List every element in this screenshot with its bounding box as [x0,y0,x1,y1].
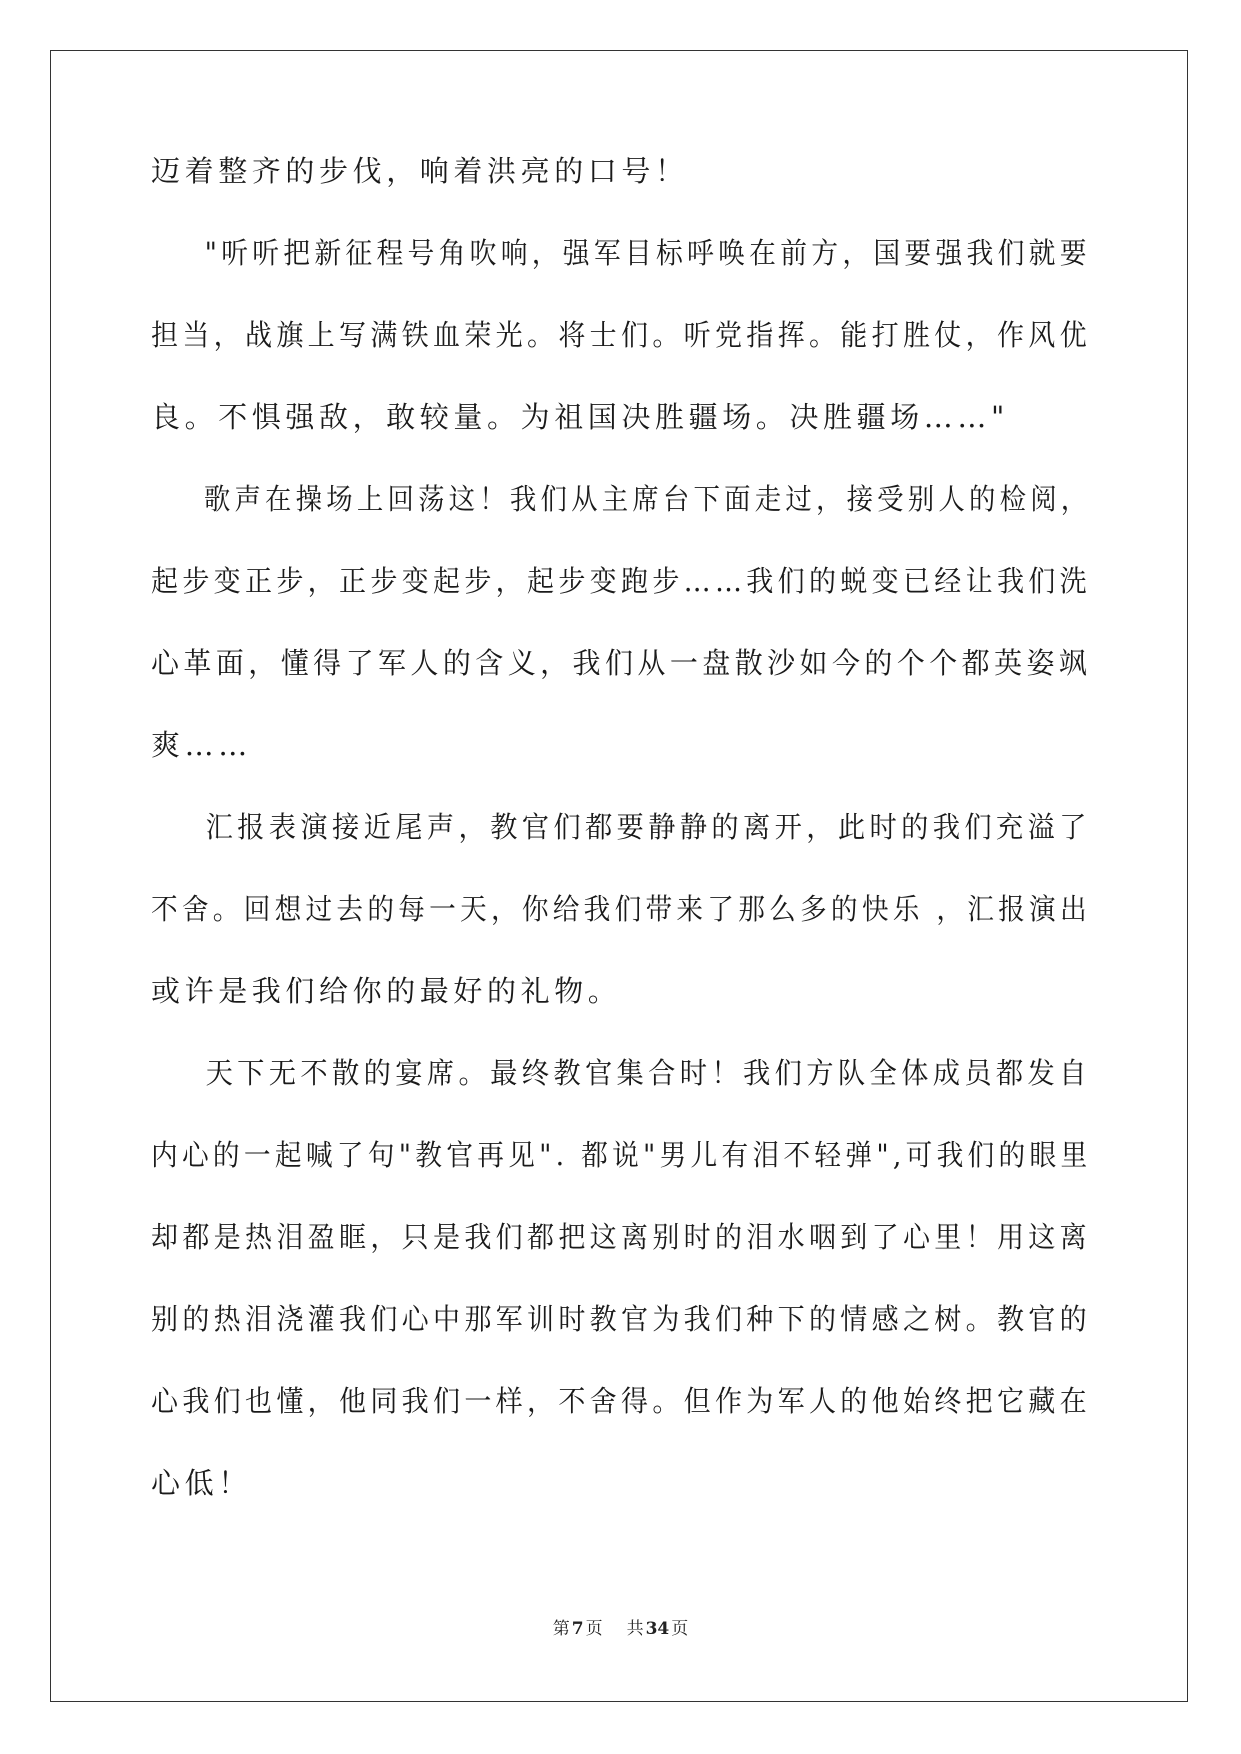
total-prefix: 共 [626,1619,644,1639]
document-body [151,152,1091,1524]
text-line: 担当，战旗上写满铁血荣光。将士们。听党指挥。能打胜仗，作风优 [151,318,1091,352]
text-line: 良。不惧强敌，敢较量。为祖国决胜疆场。决胜疆场……" [151,400,1009,434]
text-line: 或许是我们给你的最好的礼物。 [151,974,622,1008]
text-line: 歌声在操场上回荡这！我们从主席台下面走过，接受别人的检阅， [203,482,1092,516]
text-line: 不舍。回想过去的每一天，你给我们带来了那么多的快乐 ，汇报演出 [151,892,1091,926]
page-prefix: 第 [552,1619,570,1639]
text-line: 别的热泪浇灌我们心中那军训时教官为我们种下的情感之树。教官的 [151,1302,1091,1336]
total-suffix: 页 [671,1619,689,1639]
text-line: 汇报表演接近尾声，教官们都要静静的离开，此时的我们充溢了 [205,810,1091,844]
text-line: 爽…… [151,728,252,762]
text-line: 天下无不散的宴席。最终教官集合时！我们方队全体成员都发自 [205,1056,1091,1090]
text-line: 却都是热泪盈眶，只是我们都把这离别时的泪水咽到了心里！用这离 [151,1220,1091,1254]
page-suffix: 页 [585,1619,603,1639]
total-pages: 34 [645,1619,670,1639]
text-line: 内心的一起喊了句"教官再见". 都说"男儿有泪不轻弹",可我们的眼里 [151,1138,1092,1172]
text-line: 心革面，懂得了军人的含义，我们从一盘散沙如今的个个都英姿飒 [151,646,1092,680]
current-page: 7 [571,1619,584,1639]
text-line: 心低！ [151,1466,252,1500]
text-line: "听听把新征程号角吹响，强军目标呼唤在前方，国要强我们就要 [204,236,1091,270]
text-line: 迈着整齐的步伐，响着洪亮的口号！ [151,154,689,188]
text-line: 心我们也懂，他同我们一样，不舍得。但作为军人的他始终把它藏在 [151,1384,1091,1418]
page-number-footer [0,1614,1241,1639]
text-line: 起步变正步，正步变起步，起步变跑步……我们的蜕变已经让我们洗 [151,564,1091,598]
